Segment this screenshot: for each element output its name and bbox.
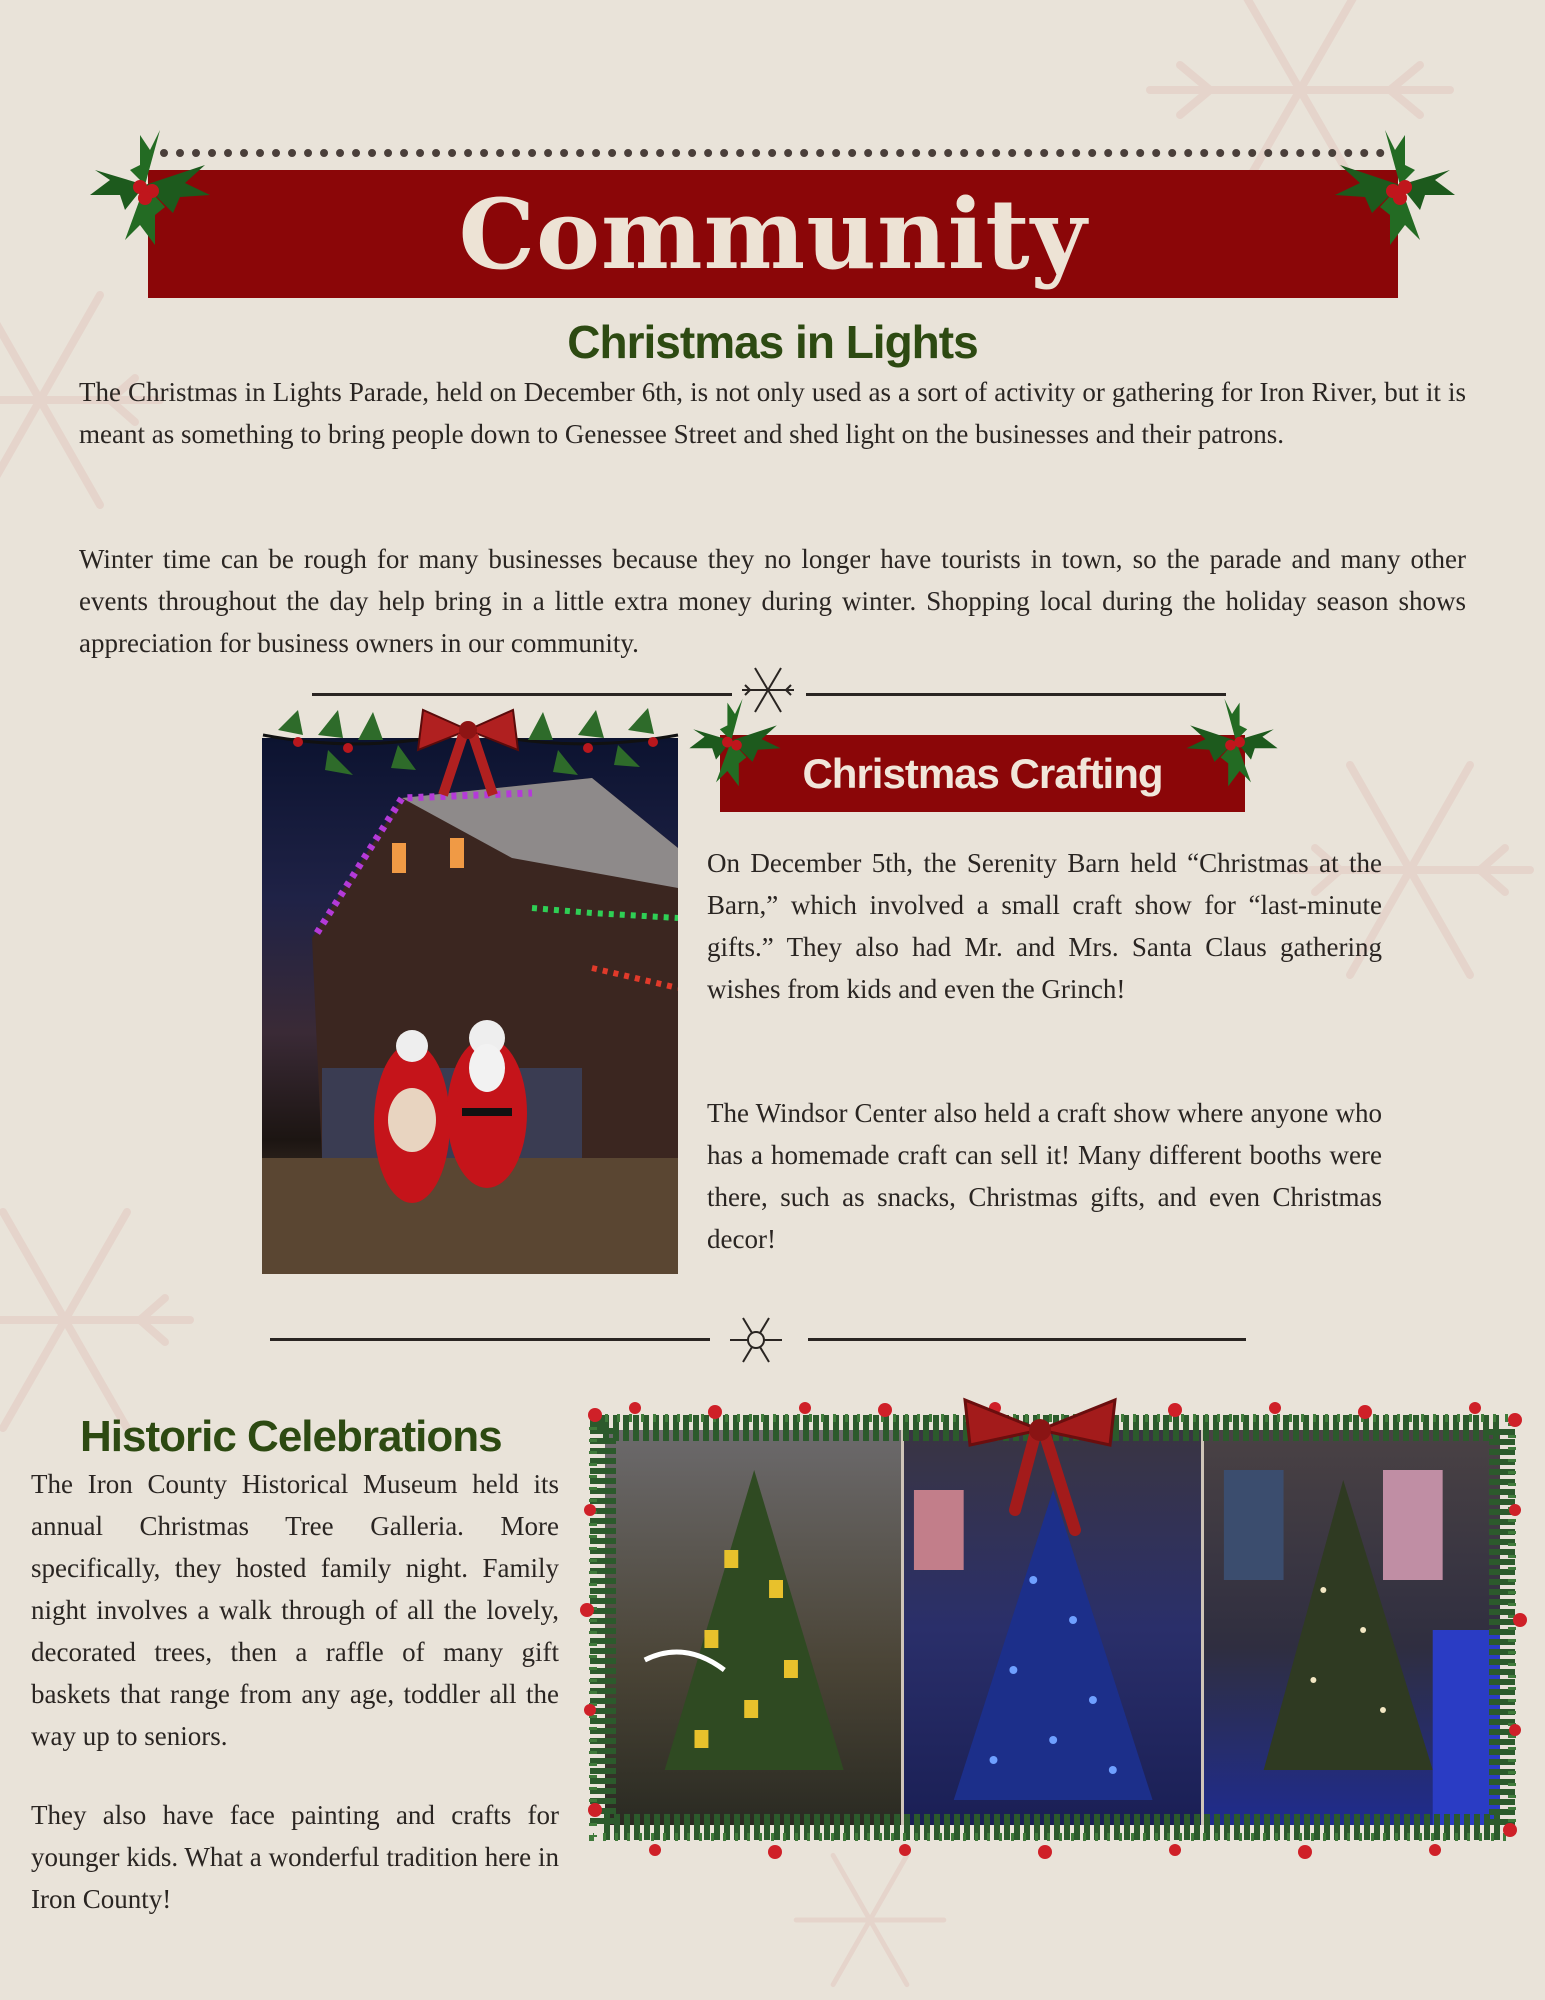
- historic-paragraph-2: They also have face painting and crafts for younger kids. What a wonderful tradition here in Iron County!: [31, 1800, 559, 1914]
- crafting-paragraph-1: On December 5th, the Serenity Barn held “Christmas at the Barn,” which involved a small craft show for “last-minute gifts.” They also had Mr. and Mrs. Santa Claus gathering wishes from kids and even the Grinch!: [707, 848, 1382, 1004]
- crafting-banner: [720, 735, 1245, 812]
- divider-line: [312, 693, 732, 696]
- garland-frame-icon: [575, 1390, 1530, 1865]
- snowflake-decoration-icon: [0, 1190, 200, 1450]
- snowflake-icon: [728, 1312, 784, 1368]
- crafting-paragraph-2: The Windsor Center also held a craft show where anyone who has a homemade craft can sell it! Many different booths were there, such as snacks, Christmas gifts, and even Christmas decor!: [707, 1098, 1382, 1254]
- garland-icon: [258, 700, 683, 800]
- tree-galleria-photos: [575, 1390, 1530, 1865]
- lights-paragraph-2: Winter time can be rough for many businesses because they no longer have tourists in town, so the parade and many other events throughout the day help bring in a little extra money during winter. Shopping local during the holiday season shows appreciation for business owners in our community.: [79, 544, 1466, 658]
- section-heading-lights: Christmas in Lights: [567, 316, 978, 368]
- holly-icon: [85, 125, 215, 250]
- divider-line: [808, 1338, 1246, 1341]
- lights-paragraph-1: The Christmas in Lights Parade, held on December 6th, is not only used as a sort of activity or gathering for Iron River, but it is meant as something to bring people down to Genessee Street and shed light on the businesses and their patrons.: [79, 377, 1466, 449]
- divider-line: [806, 693, 1226, 696]
- holly-icon: [685, 695, 785, 790]
- community-banner: [148, 170, 1398, 298]
- divider-line: [270, 1338, 710, 1341]
- barn-santa-photo: [262, 738, 678, 1274]
- holly-icon: [1330, 125, 1460, 250]
- section-heading-historic: Historic Celebrations: [80, 1412, 502, 1461]
- dotted-rule: [160, 149, 1385, 157]
- page-title: Community: [458, 177, 1088, 291]
- holly-icon: [1182, 695, 1282, 790]
- historic-paragraph-1: The Iron County Historical Museum held its annual Christmas Tree Galleria. More specifically, they hosted family night. Family night involves a walk through of all the lovely, decorated trees, then a raffle of many gift baskets that range from any age, toddler all the way up to seniors.: [31, 1469, 559, 1751]
- section-heading-crafting: Christmas Crafting: [802, 749, 1163, 797]
